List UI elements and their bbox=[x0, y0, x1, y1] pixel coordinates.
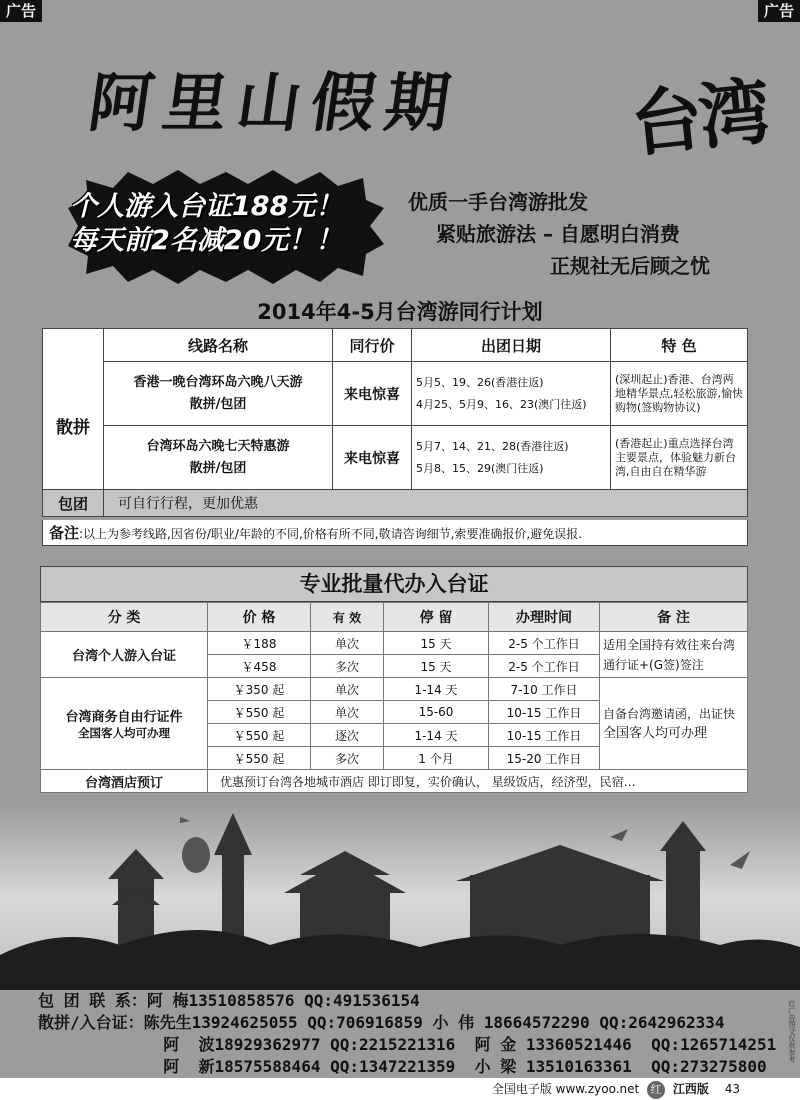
visa-title: 专业批量代办入台证 bbox=[40, 566, 748, 602]
side-note: 红广告图文仅供参考 bbox=[788, 1000, 796, 1063]
visa-valid: 多次 bbox=[311, 747, 384, 770]
tour-plan-table bbox=[42, 328, 748, 517]
contact-line: 散拼/入台证：陈先生13924625055 QQ:706916859 小 伟 18664572290 QQ:2642962334 bbox=[38, 1013, 725, 1032]
visa-price: ￥350 起 bbox=[208, 678, 311, 701]
visa-category-personal: 台湾个人游入台证 bbox=[41, 632, 208, 678]
plan-route-name: 香港一晚台湾环岛六晚八天游 bbox=[133, 374, 303, 390]
visa-price: ￥550 起 bbox=[208, 747, 311, 770]
contact-line: 阿 波18929362977 QQ:2215221316 阿 金 13360521446 QQ:1265714251 bbox=[38, 1035, 777, 1054]
ad-tag-right: 广告 bbox=[758, 0, 800, 22]
plan-date-macau: 5月8、15、29(澳门往返) bbox=[416, 461, 544, 475]
visa-price: ￥550 起 bbox=[208, 701, 311, 724]
visa-header-row bbox=[41, 603, 748, 632]
plan-route-type: 散拼/包团 bbox=[189, 460, 247, 476]
taiwan-landmarks-illustration bbox=[0, 805, 800, 990]
visa-price: ￥458 bbox=[208, 655, 311, 678]
plan-group-text: 可自行行程，更加优惠 bbox=[104, 490, 748, 517]
hero-brand: 台湾 bbox=[626, 68, 771, 167]
note-label: 备注 bbox=[49, 524, 80, 542]
visa-header-category: 分 类 bbox=[41, 603, 208, 632]
visa-row bbox=[41, 678, 748, 701]
visa-remark-business-2: 全国客人均可办理 bbox=[603, 725, 708, 741]
plan-row bbox=[43, 362, 748, 426]
visa-category-business-name: 台湾商务自由行证件 bbox=[65, 710, 183, 725]
visa-hotel-row bbox=[41, 770, 748, 793]
visa-valid: 逐次 bbox=[311, 724, 384, 747]
footer-logo: 红 bbox=[647, 1081, 665, 1099]
visa-hotel-text: 优惠预订台湾各地城市酒店 即订即复，实价确认， 星级饭店，经济型，民宿… bbox=[208, 770, 748, 793]
plan-date-hk: 5月7、14、21、28(香港往返) bbox=[416, 439, 569, 453]
visa-price: ￥550 起 bbox=[208, 724, 311, 747]
plan-header-route: 线路名称 bbox=[104, 329, 333, 362]
footer-text: 全国电子版 www.zyoo.net bbox=[491, 1082, 640, 1096]
plan-price: 来电惊喜 bbox=[333, 362, 412, 426]
plan-date-macau: 4月25、5月9、16、23(澳门往返) bbox=[416, 397, 587, 411]
visa-time: 15-20 工作日 bbox=[489, 747, 600, 770]
visa-category-business bbox=[41, 678, 208, 770]
promo-text bbox=[70, 190, 380, 258]
contacts bbox=[38, 990, 778, 1078]
visa-time: 10-15 工作日 bbox=[489, 724, 600, 747]
visa-category-hotel: 台湾酒店预订 bbox=[41, 770, 208, 793]
visa-price: ￥188 bbox=[208, 632, 311, 655]
plan-header-price: 同行价 bbox=[333, 329, 412, 362]
plan-title: 2014年4-5月台湾游同行计划 bbox=[257, 300, 543, 324]
plan-route-type: 散拼/包团 bbox=[189, 396, 247, 412]
visa-stay: 1-14 天 bbox=[384, 724, 489, 747]
visa-stay: 1 个月 bbox=[384, 747, 489, 770]
visa-valid: 多次 bbox=[311, 655, 384, 678]
visa-time: 10-15 工作日 bbox=[489, 701, 600, 724]
promo-line-2: 每天前2名减20元！！ bbox=[70, 225, 343, 256]
plan-feature: (香港起止)重点选择台湾主要景点，体验魅力新台湾,自由自在精华游 bbox=[611, 426, 748, 490]
slogan-1: 优质一手台湾游批发 bbox=[408, 190, 588, 214]
plan-side-header bbox=[43, 329, 104, 362]
plan-header-row bbox=[43, 329, 748, 362]
plan-date-hk: 5月5、19、26(香港往返) bbox=[416, 375, 544, 389]
promo-line-1: 个人游入台证188元！ bbox=[70, 191, 343, 222]
plan-group-label: 包团 bbox=[43, 490, 104, 517]
plan-route-name: 台湾环岛六晚七天特惠游 bbox=[146, 438, 290, 454]
ad-tag-left: 广告 bbox=[0, 0, 42, 22]
plan-group-row bbox=[43, 490, 748, 517]
plan-route bbox=[104, 362, 333, 426]
visa-stay: 1-14 天 bbox=[384, 678, 489, 701]
visa-header-valid: 有 效 bbox=[311, 603, 384, 632]
visa-header-remark: 备 注 bbox=[600, 603, 748, 632]
contact-line: 包 团 联 系：阿 梅13510858576 QQ:491536154 bbox=[38, 991, 420, 1010]
contact-line: 阿 新18575588464 QQ:1347221359 小 梁 13510163361 QQ:273275800 bbox=[38, 1057, 767, 1076]
page-number: 43 bbox=[724, 1082, 740, 1096]
visa-stay: 15-60 bbox=[384, 701, 489, 724]
plan-price: 来电惊喜 bbox=[333, 426, 412, 490]
visa-table bbox=[40, 602, 748, 793]
visa-category-business-sub: 全国客人均可办理 bbox=[78, 726, 170, 740]
footer bbox=[0, 1078, 800, 1100]
visa-valid: 单次 bbox=[311, 701, 384, 724]
visa-time: 2-5 个工作日 bbox=[489, 632, 600, 655]
hero-title: 阿里山假期 bbox=[83, 66, 465, 141]
visa-valid: 单次 bbox=[311, 632, 384, 655]
visa-header-price: 价 格 bbox=[208, 603, 311, 632]
visa-header-time: 办理时间 bbox=[489, 603, 600, 632]
visa-section bbox=[40, 566, 748, 793]
plan-note bbox=[42, 520, 748, 546]
visa-header-stay: 停 留 bbox=[384, 603, 489, 632]
plan-route bbox=[104, 426, 333, 490]
note-text: :以上为参考线路,因省份/职业/年龄的不同,价格有所不同,敬请咨询细节,索要准确报价,避免误报. bbox=[79, 527, 583, 541]
plan-header-feature: 特 色 bbox=[611, 329, 748, 362]
plan-dates bbox=[412, 362, 611, 426]
plan-side-label: 散拼 bbox=[43, 362, 104, 490]
visa-row bbox=[41, 632, 748, 655]
visa-time: 7-10 工作日 bbox=[489, 678, 600, 701]
plan-feature: (深圳起止)香港、台湾两地精华景点,轻松旅游,愉快购物(签购物协议) bbox=[611, 362, 748, 426]
footer-content bbox=[492, 1078, 740, 1100]
visa-remark-business bbox=[600, 678, 748, 770]
visa-stay: 15 天 bbox=[384, 655, 489, 678]
plan-dates bbox=[412, 426, 611, 490]
plan-header-dates: 出团日期 bbox=[412, 329, 611, 362]
footer-edition: 江西版 bbox=[672, 1082, 709, 1096]
slogan-3: 正规社无后顾之忧 bbox=[550, 254, 710, 278]
slogan-2: 紧贴旅游法 – 自愿明白消费 bbox=[436, 222, 680, 246]
visa-remark-personal: 适用全国持有效往来台湾通行证+(G签)签注 bbox=[600, 632, 748, 678]
visa-time: 2-5 个工作日 bbox=[489, 655, 600, 678]
visa-valid: 单次 bbox=[311, 678, 384, 701]
visa-remark-business-1: 自备台湾邀请函，出证快 bbox=[603, 706, 736, 721]
visa-stay: 15 天 bbox=[384, 632, 489, 655]
plan-row bbox=[43, 426, 748, 490]
